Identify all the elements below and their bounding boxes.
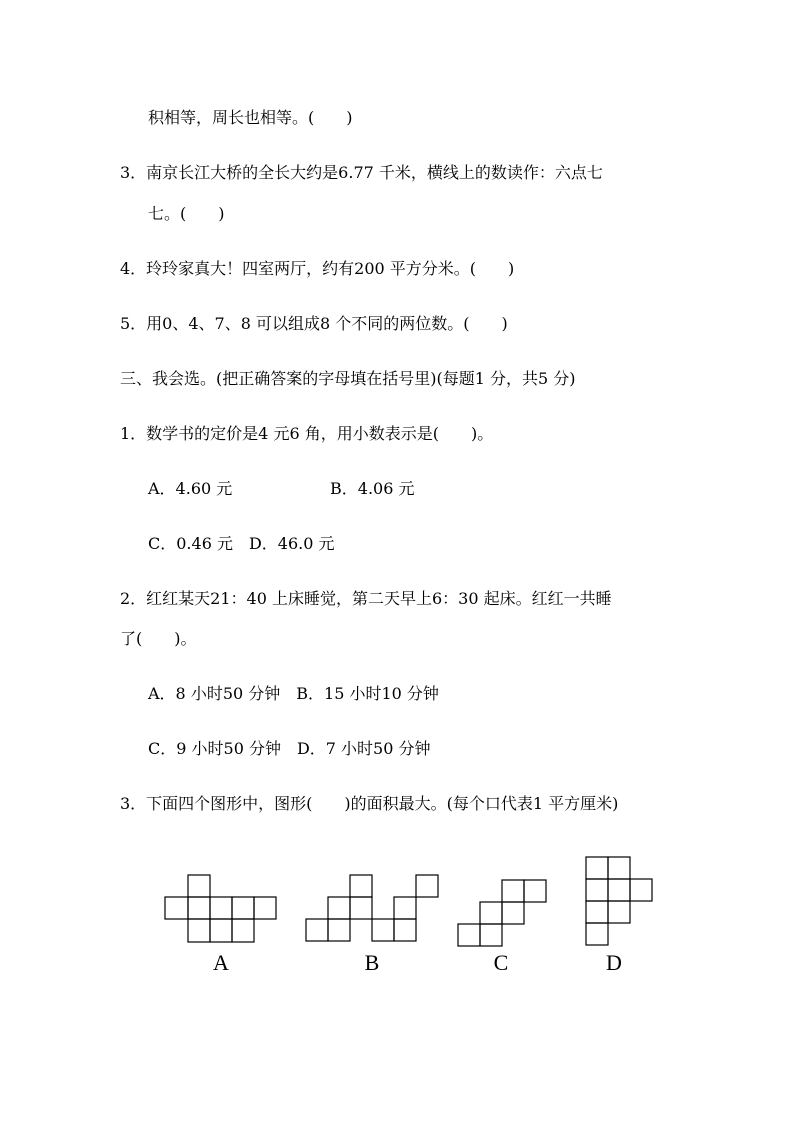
- choice-2-options-ab: A．8 小时50 分钟 B．15 小时10 分钟: [148, 684, 439, 703]
- choice-question-1: 1．数学书的定价是4 元6 角，用小数表示是( )。: [120, 424, 494, 443]
- choice-1-options-cd: C．0.46 元 D．46.0 元: [148, 534, 335, 553]
- figure-b-label: B: [364, 950, 380, 975]
- question-4: 4．玲玲家真大！四室两厅，约有200 平方分米。( ): [120, 259, 515, 278]
- choice-1-option-a: A．4.60 元: [148, 479, 233, 498]
- question-3-line-1: 3．南京长江大桥的全长大约是6.77 千米，横线上的数读作：六点七: [120, 163, 603, 182]
- choice-1-option-b: B．4.06 元: [330, 479, 415, 498]
- figure-c-grid: [458, 880, 546, 946]
- question-5: 5．用0、4、7、8 可以组成8 个不同的两位数。( ): [120, 314, 508, 333]
- choice-question-3: 3．下面四个图形中，图形( )的面积最大。(每个口代表1 平方厘米): [120, 794, 619, 813]
- choice-question-2-line-2: 了( )。: [120, 629, 197, 648]
- section-3-heading: 三、我会选。(把正确答案的字母填在括号里)(每题1 分，共5 分): [120, 369, 576, 388]
- choice-2-options-cd: C．9 小时50 分钟 D．7 小时50 分钟: [148, 739, 431, 758]
- figure-d-label: D: [606, 950, 622, 975]
- choice-question-2-line-1: 2．红红某天21：40 上床睡觉，第二天早上6：30 起床。红红一共睡: [120, 589, 612, 608]
- figure-a-label: A: [213, 950, 229, 975]
- q2-continuation: 积相等，周长也相等。( ): [148, 108, 353, 127]
- figure-a-grid: [165, 875, 276, 942]
- figure-d-grid: [586, 857, 652, 945]
- figure-b-grid: [306, 875, 438, 941]
- question-3-line-2: 七。( ): [148, 204, 225, 223]
- figure-c-label: C: [493, 950, 509, 975]
